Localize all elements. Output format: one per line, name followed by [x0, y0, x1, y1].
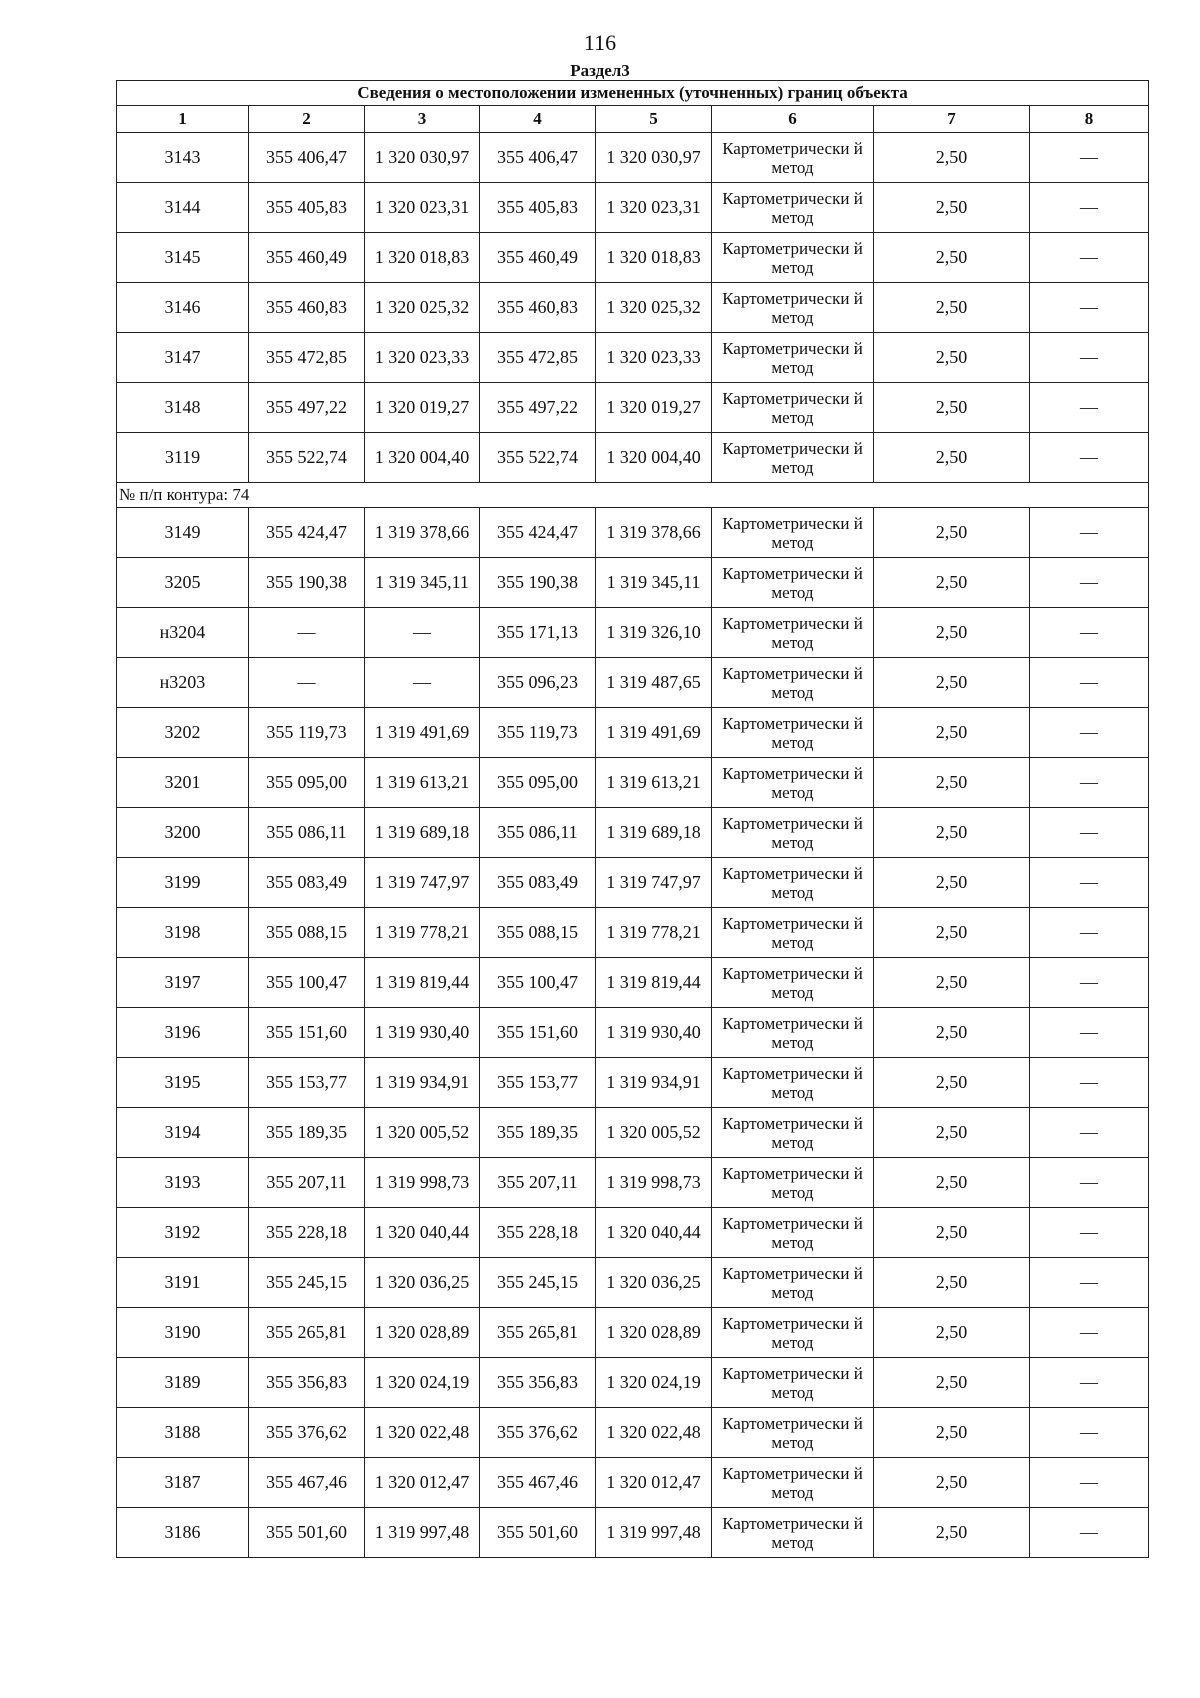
existing-y-cell: 1 319 378,66 [365, 508, 480, 558]
refined-x-cell: 355 228,18 [480, 1208, 596, 1258]
contour-row [117, 483, 1149, 508]
table-row [117, 433, 1149, 483]
existing-y-cell: 1 320 028,89 [365, 1308, 480, 1358]
existing-y-cell: 1 319 491,69 [365, 708, 480, 758]
method-cell: Картометрически й метод [712, 283, 874, 333]
refined-x-cell: 355 171,13 [480, 608, 596, 658]
existing-x-cell: 355 086,11 [249, 808, 365, 858]
note-cell: — [1030, 1058, 1149, 1108]
refined-x-cell: 355 424,47 [480, 508, 596, 558]
column-number: 2 [249, 106, 365, 133]
existing-x-cell: 355 245,15 [249, 1258, 365, 1308]
accuracy-cell: 2,50 [874, 233, 1030, 283]
point-number-cell: 3147 [117, 333, 249, 383]
existing-x-cell: 355 522,74 [249, 433, 365, 483]
accuracy-cell: 2,50 [874, 183, 1030, 233]
note-cell: — [1030, 1108, 1149, 1158]
method-cell: Картометрически й метод [712, 1308, 874, 1358]
point-number-cell: 3119 [117, 433, 249, 483]
existing-x-cell: 355 153,77 [249, 1058, 365, 1108]
note-cell: — [1030, 283, 1149, 333]
note-cell: — [1030, 433, 1149, 483]
table-row [117, 858, 1149, 908]
table-row [117, 958, 1149, 1008]
note-cell: — [1030, 708, 1149, 758]
method-cell: Картометрически й метод [712, 133, 874, 183]
refined-y-cell: 1 320 005,52 [596, 1108, 712, 1158]
table-row [117, 608, 1149, 658]
method-cell: Картометрически й метод [712, 183, 874, 233]
existing-y-cell: 1 320 025,32 [365, 283, 480, 333]
table-row [117, 133, 1149, 183]
method-cell: Картометрически й метод [712, 1058, 874, 1108]
refined-y-cell: 1 319 997,48 [596, 1508, 712, 1558]
refined-x-cell: 355 083,49 [480, 858, 596, 908]
method-cell: Картометрически й метод [712, 1358, 874, 1408]
existing-y-cell: 1 320 005,52 [365, 1108, 480, 1158]
existing-x-cell: 355 497,22 [249, 383, 365, 433]
accuracy-cell: 2,50 [874, 283, 1030, 333]
note-cell: — [1030, 1208, 1149, 1258]
refined-y-cell: 1 319 689,18 [596, 808, 712, 858]
point-number-cell: 3192 [117, 1208, 249, 1258]
refined-x-cell: 355 472,85 [480, 333, 596, 383]
point-number-cell: 3143 [117, 133, 249, 183]
point-number-cell: 3194 [117, 1108, 249, 1158]
column-number: 4 [480, 106, 596, 133]
existing-y-cell: 1 319 747,97 [365, 858, 480, 908]
refined-y-cell: 1 319 998,73 [596, 1158, 712, 1208]
refined-x-cell: 355 467,46 [480, 1458, 596, 1508]
existing-y-cell: 1 320 004,40 [365, 433, 480, 483]
note-cell: — [1030, 233, 1149, 283]
point-number-cell: 3191 [117, 1258, 249, 1308]
accuracy-cell: 2,50 [874, 658, 1030, 708]
refined-x-cell: 355 356,83 [480, 1358, 596, 1408]
method-cell: Картометрически й метод [712, 333, 874, 383]
accuracy-cell: 2,50 [874, 708, 1030, 758]
accuracy-cell: 2,50 [874, 758, 1030, 808]
note-cell: — [1030, 1158, 1149, 1208]
point-number-cell: 3188 [117, 1408, 249, 1458]
table-row [117, 808, 1149, 858]
refined-x-cell: 355 189,35 [480, 1108, 596, 1158]
existing-x-cell: 355 207,11 [249, 1158, 365, 1208]
existing-x-cell: 355 190,38 [249, 558, 365, 608]
accuracy-cell: 2,50 [874, 333, 1030, 383]
refined-y-cell: 1 320 028,89 [596, 1308, 712, 1358]
existing-y-cell: 1 320 040,44 [365, 1208, 480, 1258]
table-row [117, 558, 1149, 608]
refined-y-cell: 1 320 022,48 [596, 1408, 712, 1458]
method-cell: Картометрически й метод [712, 1508, 874, 1558]
method-cell: Картометрически й метод [712, 808, 874, 858]
refined-y-cell: 1 320 025,32 [596, 283, 712, 333]
method-cell: Картометрически й метод [712, 858, 874, 908]
column-number: 6 [712, 106, 874, 133]
existing-x-cell: 355 424,47 [249, 508, 365, 558]
table-caption: Сведения о местоположении измененных (уточненных) границ объекта [117, 81, 1149, 106]
existing-y-cell: 1 320 019,27 [365, 383, 480, 433]
refined-y-cell: 1 320 040,44 [596, 1208, 712, 1258]
note-cell: — [1030, 558, 1149, 608]
existing-y-cell: 1 320 030,97 [365, 133, 480, 183]
column-number-row [117, 106, 1149, 133]
table-row [117, 1258, 1149, 1308]
refined-y-cell: 1 319 326,10 [596, 608, 712, 658]
refined-y-cell: 1 319 934,91 [596, 1058, 712, 1108]
point-number-cell: 3189 [117, 1358, 249, 1408]
existing-x-cell: 355 083,49 [249, 858, 365, 908]
table-row [117, 658, 1149, 708]
existing-y-cell: 1 319 778,21 [365, 908, 480, 958]
method-cell: Картометрически й метод [712, 758, 874, 808]
table-row [117, 1058, 1149, 1108]
accuracy-cell: 2,50 [874, 858, 1030, 908]
existing-x-cell: 355 265,81 [249, 1308, 365, 1358]
accuracy-cell: 2,50 [874, 508, 1030, 558]
note-cell: — [1030, 1508, 1149, 1558]
point-number-cell: 3196 [117, 1008, 249, 1058]
refined-x-cell: 355 405,83 [480, 183, 596, 233]
note-cell: — [1030, 608, 1149, 658]
point-number-cell: 3198 [117, 908, 249, 958]
note-cell: — [1030, 1458, 1149, 1508]
note-cell: — [1030, 183, 1149, 233]
existing-x-cell: 355 460,49 [249, 233, 365, 283]
table-row [117, 233, 1149, 283]
note-cell: — [1030, 858, 1149, 908]
refined-x-cell: 355 376,62 [480, 1408, 596, 1458]
note-cell: — [1030, 1408, 1149, 1458]
point-number-cell: 3145 [117, 233, 249, 283]
existing-x-cell: 355 151,60 [249, 1008, 365, 1058]
method-cell: Картометрически й метод [712, 708, 874, 758]
accuracy-cell: 2,50 [874, 1208, 1030, 1258]
accuracy-cell: 2,50 [874, 383, 1030, 433]
existing-y-cell: 1 319 997,48 [365, 1508, 480, 1558]
method-cell: Картометрически й метод [712, 1108, 874, 1158]
note-cell: — [1030, 1008, 1149, 1058]
table-row [117, 708, 1149, 758]
refined-y-cell: 1 320 036,25 [596, 1258, 712, 1308]
table-row [117, 758, 1149, 808]
existing-x-cell: 355 406,47 [249, 133, 365, 183]
refined-y-cell: 1 319 778,21 [596, 908, 712, 958]
accuracy-cell: 2,50 [874, 1258, 1030, 1308]
note-cell: — [1030, 808, 1149, 858]
existing-x-cell: 355 356,83 [249, 1358, 365, 1408]
method-cell: Картометрически й метод [712, 1408, 874, 1458]
existing-y-cell: — [365, 608, 480, 658]
existing-x-cell: 355 119,73 [249, 708, 365, 758]
table-row [117, 183, 1149, 233]
table-row [117, 1458, 1149, 1508]
refined-y-cell: 1 319 491,69 [596, 708, 712, 758]
column-number: 1 [117, 106, 249, 133]
refined-y-cell: 1 319 487,65 [596, 658, 712, 708]
accuracy-cell: 2,50 [874, 908, 1030, 958]
refined-y-cell: 1 319 378,66 [596, 508, 712, 558]
refined-x-cell: 355 265,81 [480, 1308, 596, 1358]
table-row [117, 1508, 1149, 1558]
table-row [117, 1308, 1149, 1358]
refined-y-cell: 1 320 018,83 [596, 233, 712, 283]
refined-y-cell: 1 320 004,40 [596, 433, 712, 483]
column-number: 8 [1030, 106, 1149, 133]
refined-x-cell: 355 245,15 [480, 1258, 596, 1308]
existing-y-cell: 1 320 036,25 [365, 1258, 480, 1308]
method-cell: Картометрически й метод [712, 508, 874, 558]
refined-x-cell: 355 153,77 [480, 1058, 596, 1108]
table-row [117, 1108, 1149, 1158]
point-number-cell: 3193 [117, 1158, 249, 1208]
point-number-cell: 3144 [117, 183, 249, 233]
existing-y-cell: 1 319 819,44 [365, 958, 480, 1008]
accuracy-cell: 2,50 [874, 558, 1030, 608]
point-number-cell: 3199 [117, 858, 249, 908]
method-cell: Картометрически й метод [712, 1458, 874, 1508]
table-row [117, 383, 1149, 433]
accuracy-cell: 2,50 [874, 1358, 1030, 1408]
refined-y-cell: 1 320 012,47 [596, 1458, 712, 1508]
existing-y-cell: 1 319 689,18 [365, 808, 480, 858]
existing-x-cell: 355 228,18 [249, 1208, 365, 1258]
table-row [117, 283, 1149, 333]
existing-x-cell: 355 095,00 [249, 758, 365, 808]
existing-y-cell: 1 320 022,48 [365, 1408, 480, 1458]
table-caption-row [117, 81, 1149, 106]
point-number-cell: 3195 [117, 1058, 249, 1108]
point-number-cell: 3201 [117, 758, 249, 808]
existing-x-cell: 355 376,62 [249, 1408, 365, 1458]
refined-x-cell: 355 460,49 [480, 233, 596, 283]
existing-y-cell: 1 319 934,91 [365, 1058, 480, 1108]
refined-x-cell: 355 207,11 [480, 1158, 596, 1208]
accuracy-cell: 2,50 [874, 133, 1030, 183]
point-number-cell: н3204 [117, 608, 249, 658]
column-number: 3 [365, 106, 480, 133]
method-cell: Картометрически й метод [712, 1258, 874, 1308]
existing-y-cell: 1 320 023,31 [365, 183, 480, 233]
refined-x-cell: 355 119,73 [480, 708, 596, 758]
method-cell: Картометрически й метод [712, 433, 874, 483]
refined-x-cell: 355 088,15 [480, 908, 596, 958]
accuracy-cell: 2,50 [874, 1308, 1030, 1358]
table-row [117, 1008, 1149, 1058]
accuracy-cell: 2,50 [874, 433, 1030, 483]
note-cell: — [1030, 1358, 1149, 1408]
refined-y-cell: 1 320 023,33 [596, 333, 712, 383]
existing-x-cell: 355 467,46 [249, 1458, 365, 1508]
existing-x-cell: — [249, 608, 365, 658]
method-cell: Картометрически й метод [712, 908, 874, 958]
existing-y-cell: 1 319 345,11 [365, 558, 480, 608]
existing-y-cell: 1 320 023,33 [365, 333, 480, 383]
existing-y-cell: — [365, 658, 480, 708]
existing-x-cell: 355 100,47 [249, 958, 365, 1008]
method-cell: Картометрически й метод [712, 1158, 874, 1208]
point-number-cell: 3149 [117, 508, 249, 558]
method-cell: Картометрически й метод [712, 233, 874, 283]
note-cell: — [1030, 958, 1149, 1008]
point-number-cell: 3148 [117, 383, 249, 433]
method-cell: Картометрически й метод [712, 658, 874, 708]
note-cell: — [1030, 133, 1149, 183]
refined-y-cell: 1 319 345,11 [596, 558, 712, 608]
point-number-cell: 3197 [117, 958, 249, 1008]
refined-y-cell: 1 319 613,21 [596, 758, 712, 808]
existing-x-cell: 355 501,60 [249, 1508, 365, 1558]
existing-x-cell: 355 189,35 [249, 1108, 365, 1158]
page-number: 116 [583, 30, 617, 55]
existing-x-cell: 355 460,83 [249, 283, 365, 333]
refined-x-cell: 355 501,60 [480, 1508, 596, 1558]
accuracy-cell: 2,50 [874, 1158, 1030, 1208]
point-number-cell: 3202 [117, 708, 249, 758]
refined-y-cell: 1 319 930,40 [596, 1008, 712, 1058]
existing-y-cell: 1 320 012,47 [365, 1458, 480, 1508]
point-number-cell: 3186 [117, 1508, 249, 1558]
note-cell: — [1030, 658, 1149, 708]
method-cell: Картометрически й метод [712, 1208, 874, 1258]
accuracy-cell: 2,50 [874, 1458, 1030, 1508]
accuracy-cell: 2,50 [874, 1058, 1030, 1108]
method-cell: Картометрически й метод [712, 383, 874, 433]
table-row [117, 1358, 1149, 1408]
contour-label: № п/п контура: 74 [117, 483, 1149, 508]
existing-y-cell: 1 320 018,83 [365, 233, 480, 283]
existing-x-cell: 355 088,15 [249, 908, 365, 958]
existing-x-cell: 355 405,83 [249, 183, 365, 233]
table-row [117, 333, 1149, 383]
existing-y-cell: 1 319 998,73 [365, 1158, 480, 1208]
note-cell: — [1030, 1308, 1149, 1358]
existing-y-cell: 1 320 024,19 [365, 1358, 480, 1408]
table-row [117, 1158, 1149, 1208]
method-cell: Картометрически й метод [712, 1008, 874, 1058]
note-cell: — [1030, 508, 1149, 558]
existing-y-cell: 1 319 613,21 [365, 758, 480, 808]
boundary-coordinates-table [116, 80, 1149, 1558]
accuracy-cell: 2,50 [874, 1508, 1030, 1558]
point-number-cell: 3205 [117, 558, 249, 608]
refined-x-cell: 355 522,74 [480, 433, 596, 483]
section-title: Раздел3 [570, 61, 630, 80]
note-cell: — [1030, 1258, 1149, 1308]
refined-y-cell: 1 320 019,27 [596, 383, 712, 433]
refined-y-cell: 1 319 747,97 [596, 858, 712, 908]
note-cell: — [1030, 908, 1149, 958]
existing-y-cell: 1 319 930,40 [365, 1008, 480, 1058]
existing-x-cell: — [249, 658, 365, 708]
refined-y-cell: 1 319 819,44 [596, 958, 712, 1008]
accuracy-cell: 2,50 [874, 1108, 1030, 1158]
refined-x-cell: 355 497,22 [480, 383, 596, 433]
refined-x-cell: 355 460,83 [480, 283, 596, 333]
method-cell: Картометрически й метод [712, 958, 874, 1008]
refined-x-cell: 355 096,23 [480, 658, 596, 708]
refined-x-cell: 355 086,11 [480, 808, 596, 858]
note-cell: — [1030, 758, 1149, 808]
refined-x-cell: 355 100,47 [480, 958, 596, 1008]
accuracy-cell: 2,50 [874, 958, 1030, 1008]
accuracy-cell: 2,50 [874, 1008, 1030, 1058]
point-number-cell: 3187 [117, 1458, 249, 1508]
accuracy-cell: 2,50 [874, 608, 1030, 658]
point-number-cell: н3203 [117, 658, 249, 708]
table-row [117, 508, 1149, 558]
refined-y-cell: 1 320 030,97 [596, 133, 712, 183]
accuracy-cell: 2,50 [874, 808, 1030, 858]
note-cell: — [1030, 333, 1149, 383]
refined-x-cell: 355 190,38 [480, 558, 596, 608]
note-cell: — [1030, 383, 1149, 433]
refined-x-cell: 355 406,47 [480, 133, 596, 183]
column-number: 7 [874, 106, 1030, 133]
refined-y-cell: 1 320 024,19 [596, 1358, 712, 1408]
table-row [117, 908, 1149, 958]
existing-x-cell: 355 472,85 [249, 333, 365, 383]
table-row [117, 1408, 1149, 1458]
refined-y-cell: 1 320 023,31 [596, 183, 712, 233]
accuracy-cell: 2,50 [874, 1408, 1030, 1458]
point-number-cell: 3146 [117, 283, 249, 333]
point-number-cell: 3200 [117, 808, 249, 858]
point-number-cell: 3190 [117, 1308, 249, 1358]
refined-x-cell: 355 095,00 [480, 758, 596, 808]
method-cell: Картометрически й метод [712, 558, 874, 608]
column-number: 5 [596, 106, 712, 133]
refined-x-cell: 355 151,60 [480, 1008, 596, 1058]
method-cell: Картометрически й метод [712, 608, 874, 658]
table-row [117, 1208, 1149, 1258]
